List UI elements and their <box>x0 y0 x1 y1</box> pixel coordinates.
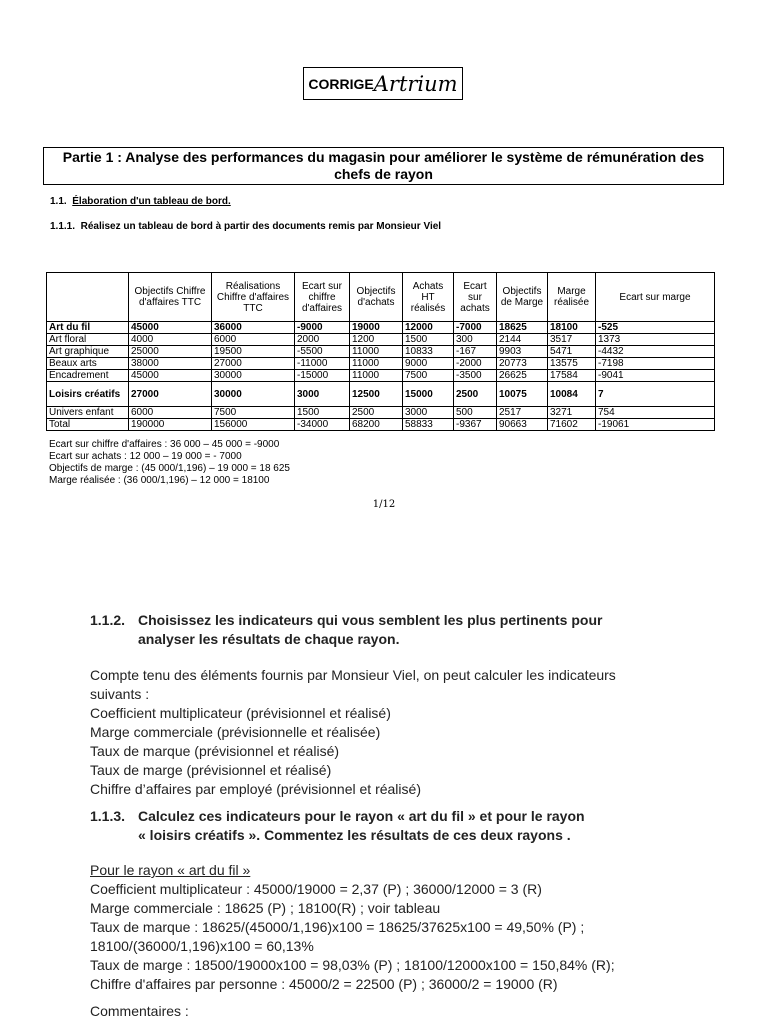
table-cell: -5500 <box>295 346 350 358</box>
table-cell: 11000 <box>350 370 403 382</box>
table-header: Réalisations Chiffre d'affaires TTC <box>212 273 295 322</box>
indicator-item: Chiffre d’affaires par employé (prévisionnel et réalisé) <box>90 781 421 797</box>
section-title-line: analyser les résultats de chaque rayon. <box>138 631 400 647</box>
page-number: 1/12 <box>372 499 396 510</box>
section-title-line: Choisissez les indicateurs qui vous semblent les plus pertinents pour <box>138 612 603 628</box>
table-cell: 45000 <box>129 370 212 382</box>
table-cell: -3500 <box>454 370 497 382</box>
table-cell: 3271 <box>548 407 596 419</box>
table-cell: 58833 <box>403 419 454 431</box>
table-row <box>47 358 715 370</box>
intro-line: Compte tenu des éléments fournis par Monsieur Viel, on peut calculer les indicateurs <box>90 667 616 683</box>
table-cell: 1500 <box>403 334 454 346</box>
table-cell: 19000 <box>350 322 403 334</box>
table-cell: 27000 <box>212 358 295 370</box>
indicator-item: Taux de marque (prévisionnel et réalisé) <box>90 743 340 759</box>
table-cell: Loisirs créatifs <box>47 382 129 407</box>
calculation-line: Taux de marge : 18500/19000x100 = 98,03% (P) ; 18100/12000x100 = 150,84% (R); <box>90 957 615 973</box>
table-cell: 25000 <box>129 346 212 358</box>
table-header: Achats HT réalisés <box>403 273 454 322</box>
table-cell: 15000 <box>403 382 454 407</box>
table-cell: 26625 <box>497 370 548 382</box>
section-heading <box>90 807 585 826</box>
table-cell: 7500 <box>403 370 454 382</box>
section-heading <box>90 611 602 630</box>
table-header: Ecart sur achats <box>454 273 497 322</box>
note-line: Ecart sur achats : 12 000 – 19 000 = - 7000 <box>49 451 242 462</box>
table-cell: 27000 <box>129 382 212 407</box>
table-cell: -34000 <box>295 419 350 431</box>
comments-label: Commentaires : <box>90 1003 189 1019</box>
table-cell: -525 <box>596 322 715 334</box>
table-row <box>47 334 715 346</box>
table-cell: 30000 <box>212 382 295 407</box>
rayon-heading: Pour le rayon « art du fil » <box>90 862 251 878</box>
table-row <box>47 346 715 358</box>
table-cell: -9367 <box>454 419 497 431</box>
table-cell: 5471 <box>548 346 596 358</box>
table-header: Objectifs Chiffre d'affaires TTC <box>129 273 212 322</box>
table-cell: Art graphique <box>47 346 129 358</box>
section-number: 1.1. <box>50 196 67 207</box>
table-cell: -2000 <box>454 358 497 370</box>
table-cell: 3000 <box>295 382 350 407</box>
table-cell: 10833 <box>403 346 454 358</box>
table-cell: 9000 <box>403 358 454 370</box>
intro-line: suivants : <box>90 686 150 702</box>
table-header: Objectifs de Marge <box>497 273 548 322</box>
table-cell: 30000 <box>212 370 295 382</box>
indicator-list <box>90 666 616 799</box>
table-cell: 2500 <box>350 407 403 419</box>
table-cell: 4000 <box>129 334 212 346</box>
table-cell: -19061 <box>596 419 715 431</box>
table-cell: 6000 <box>212 334 295 346</box>
document-title <box>303 67 463 100</box>
table-cell: 9903 <box>497 346 548 358</box>
section-label: Réalisez un tableau de bord à partir des documents remis par Monsieur Viel <box>80 221 442 232</box>
section-number: 1.1.1. <box>50 221 76 232</box>
table-cell: 38000 <box>129 358 212 370</box>
section-label: Élaboration d'un tableau de bord. <box>72 196 231 207</box>
table-header-row <box>47 273 715 322</box>
table-cell: 6000 <box>129 407 212 419</box>
table-cell: 68200 <box>350 419 403 431</box>
table-row <box>47 322 715 334</box>
table-cell: 11000 <box>350 358 403 370</box>
dashboard-table <box>46 272 715 431</box>
table-header <box>47 273 129 322</box>
table-cell: 3517 <box>548 334 596 346</box>
table-row <box>47 407 715 419</box>
table-cell: 1200 <box>350 334 403 346</box>
table-cell: 2000 <box>295 334 350 346</box>
table-cell: 18100 <box>548 322 596 334</box>
table-cell: 13575 <box>548 358 596 370</box>
indicator-item: Marge commerciale (prévisionnelle et réalisée) <box>90 724 381 740</box>
table-cell: 18625 <box>497 322 548 334</box>
section-title-line: « loisirs créatifs ». Commentez les résultats de ces deux rayons . <box>138 827 571 843</box>
title-prefix: CORRIGE <box>308 75 374 92</box>
table-cell: 7 <box>596 382 715 407</box>
note-line: Ecart sur chiffre d'affaires : 36 000 – 45 000 = -9000 <box>49 439 280 450</box>
table-cell: -9000 <box>295 322 350 334</box>
section-title-line: Calculez ces indicateurs pour le rayon « art du fil » et pour le rayon <box>138 808 585 824</box>
table-cell: Encadrement <box>47 370 129 382</box>
table-header: Ecart sur marge <box>596 273 715 322</box>
section-1-1-heading <box>50 196 231 207</box>
table-cell: 2517 <box>497 407 548 419</box>
table-cell: Art du fil <box>47 322 129 334</box>
table-cell: 10084 <box>548 382 596 407</box>
table-cell: 1500 <box>295 407 350 419</box>
table-row <box>47 382 715 407</box>
table-cell: 2144 <box>497 334 548 346</box>
table-cell: -15000 <box>295 370 350 382</box>
table-cell: Total <box>47 419 129 431</box>
title-brand: Artrium <box>373 71 458 96</box>
indicator-item: Coefficient multiplicateur (prévisionnel et réalisé) <box>90 705 391 721</box>
note-line: Marge réalisée : (36 000/1,196) – 12 000 = 18100 <box>49 475 270 486</box>
table-cell: 1373 <box>596 334 715 346</box>
section-number: 1.1.3. <box>90 808 126 824</box>
table-cell: 156000 <box>212 419 295 431</box>
table-cell: 12000 <box>403 322 454 334</box>
section-1-1-2 <box>90 611 602 649</box>
table-cell: 20773 <box>497 358 548 370</box>
table-cell: 7500 <box>212 407 295 419</box>
table-row <box>47 370 715 382</box>
indicator-item: Taux de marge (prévisionnel et réalisé) <box>90 762 332 778</box>
table-cell: -9041 <box>596 370 715 382</box>
table-cell: -4432 <box>596 346 715 358</box>
table-cell: -7000 <box>454 322 497 334</box>
calculation-line: Marge commerciale : 18625 (P) ; 18100(R) ; voir tableau <box>90 900 441 916</box>
table-cell: Beaux arts <box>47 358 129 370</box>
calculation-line: Taux de marque : 18625/(45000/1,196)x100 = 18625/37625x100 = 49,50% (P) ; <box>90 919 585 935</box>
table-cell: 71602 <box>548 419 596 431</box>
table-cell: 10075 <box>497 382 548 407</box>
table-cell: 300 <box>454 334 497 346</box>
table-cell: 754 <box>596 407 715 419</box>
table-cell: Art floral <box>47 334 129 346</box>
partie-title: Partie 1 : Analyse des performances du magasin pour améliorer le système de rémunération des chefs de rayon <box>43 147 724 185</box>
calculation-line: Chiffre d'affaires par personne : 45000/2 = 22500 (P) ; 36000/2 = 19000 (R) <box>90 976 558 992</box>
section-1-1-1-heading <box>50 221 441 232</box>
calculation-notes <box>49 439 290 487</box>
table-cell: Univers enfant <box>47 407 129 419</box>
table-cell: 3000 <box>403 407 454 419</box>
note-line: Objectifs de marge : (45 000/1,196) – 19 000 = 18 625 <box>49 463 290 474</box>
table-cell: 2500 <box>454 382 497 407</box>
table-cell: 45000 <box>129 322 212 334</box>
table-header: Ecart sur chiffre d'affaires <box>295 273 350 322</box>
table-cell: -11000 <box>295 358 350 370</box>
section-1-1-3 <box>90 807 585 845</box>
table-row <box>47 419 715 431</box>
table-cell: -7198 <box>596 358 715 370</box>
art-du-fil-calculations <box>90 861 615 994</box>
section-number: 1.1.2. <box>90 612 126 628</box>
table-cell: 190000 <box>129 419 212 431</box>
table-header: Marge réalisée <box>548 273 596 322</box>
table-cell: 500 <box>454 407 497 419</box>
table-cell: 12500 <box>350 382 403 407</box>
table-cell: 36000 <box>212 322 295 334</box>
table-cell: 19500 <box>212 346 295 358</box>
table-header: Objectifs d'achats <box>350 273 403 322</box>
calculation-line: Coefficient multiplicateur : 45000/19000 = 2,37 (P) ; 36000/12000 = 3 (R) <box>90 881 542 897</box>
table-cell: -167 <box>454 346 497 358</box>
calculation-line: 18100/(36000/1,196)x100 = 60,13% <box>90 938 314 954</box>
table-cell: 90663 <box>497 419 548 431</box>
table-cell: 11000 <box>350 346 403 358</box>
table-cell: 17584 <box>548 370 596 382</box>
